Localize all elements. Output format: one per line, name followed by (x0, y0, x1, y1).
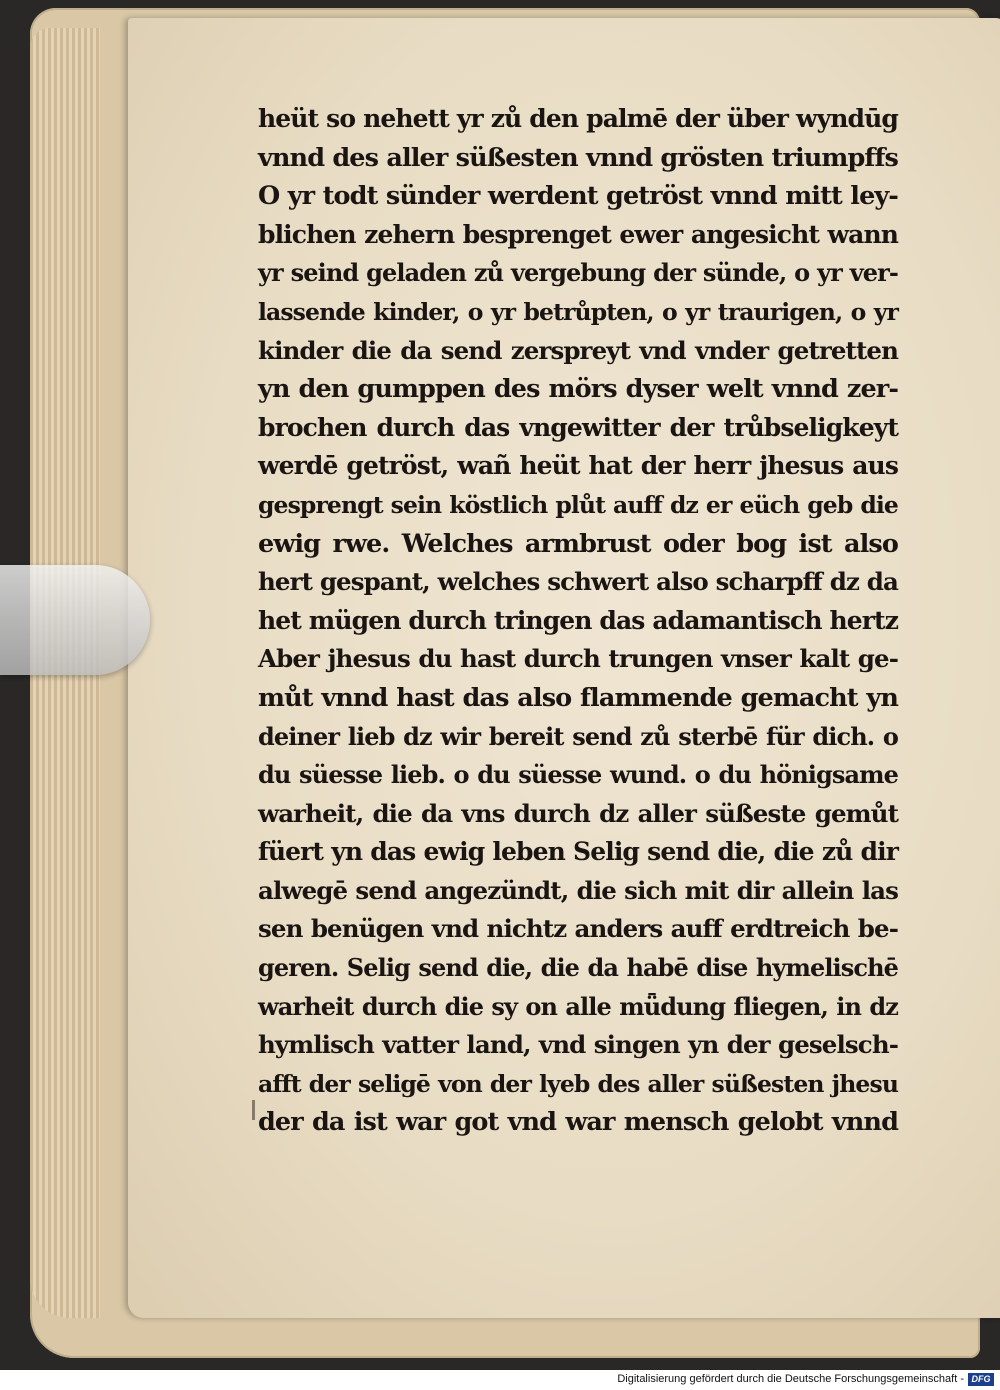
text-line: het mügen durch tringen das adamantisch hertz (258, 605, 898, 635)
text-line: deiner lieb dz wir bereit send zů sterbē für dich. o (258, 721, 898, 751)
margin-mark (252, 1100, 255, 1120)
text-line: du süesse lieb. o du süesse wund. o du hönigsame (258, 760, 898, 790)
text-line: warheit durch die sy on alle mǖdung fliegen, in dz (258, 991, 898, 1021)
text-line: afft der seligē von der lyeb des aller süßesten jhesu (258, 1069, 898, 1098)
text-line: O yr todt sünder werdent getröst vnnd mitt ley- (258, 181, 898, 212)
text-line: můt vnnd hast das also flammende gemacht yn (258, 682, 898, 713)
text-line: heüt so nehett yr zů den palmē der über wyndūg (258, 104, 898, 133)
text-line: vnnd des aller süßesten vnnd grösten triumpffs (258, 142, 898, 173)
text-line: ewig rwe. Welches armbrust oder bog ist also (258, 528, 898, 559)
blackletter-text-block (258, 100, 898, 1142)
text-line: gesprengt sein köstlich plůt auff dz er eüch geb die (258, 490, 898, 519)
funding-credit: Digitalisierung gefördert durch die Deutsche Forschungsgemeinschaft - (617, 1373, 964, 1385)
text-line: füert yn das ewig leben Selig send die, die zů dir (258, 837, 898, 867)
glass-page-weight (0, 565, 150, 675)
text-line: hymlisch vatter land, vnd singen yn der geselsch- (258, 1030, 898, 1060)
text-line: kinder die da send zerspreyt vnd vnder getretten (258, 335, 898, 365)
dfg-logo: DFG (968, 1373, 994, 1386)
text-line: hert gespant, welches schwert also scharpff dz da (258, 567, 898, 597)
text-line: yn den gumppen des mörs dyser welt vnnd zer- (258, 374, 898, 405)
text-line: brochen durch das vngewitter der trůbseligkeyt (258, 412, 898, 442)
text-line: Aber jhesus du hast durch trungen vnser kalt ge- (258, 644, 898, 674)
text-line: geren. Selig send die, die da habē dise hymelischē (258, 953, 898, 983)
text-line: lassende kinder, o yr betrůpten, o yr traurigen, o yr (258, 297, 898, 326)
digitization-footer (0, 1370, 1000, 1390)
text-line: blichen zehern besprenget ewer angesicht wann (258, 219, 898, 249)
text-line: sen benügen vnd nichtz anders auff erdtreich be- (258, 914, 898, 944)
text-line: der da ist war got vnd war mensch gelobt vnnd (258, 1107, 898, 1138)
text-line: alwegē send angezündt, die sich mit dir allein las (258, 875, 898, 905)
text-line: warheit, die da vns durch dz aller süßeste gemůt (258, 798, 898, 828)
text-line: yr seind geladen zů vergebung der sünde, o yr ver- (258, 258, 898, 288)
text-line: werdē getröst, wañ heüt hat der herr jhesus aus (258, 451, 898, 481)
